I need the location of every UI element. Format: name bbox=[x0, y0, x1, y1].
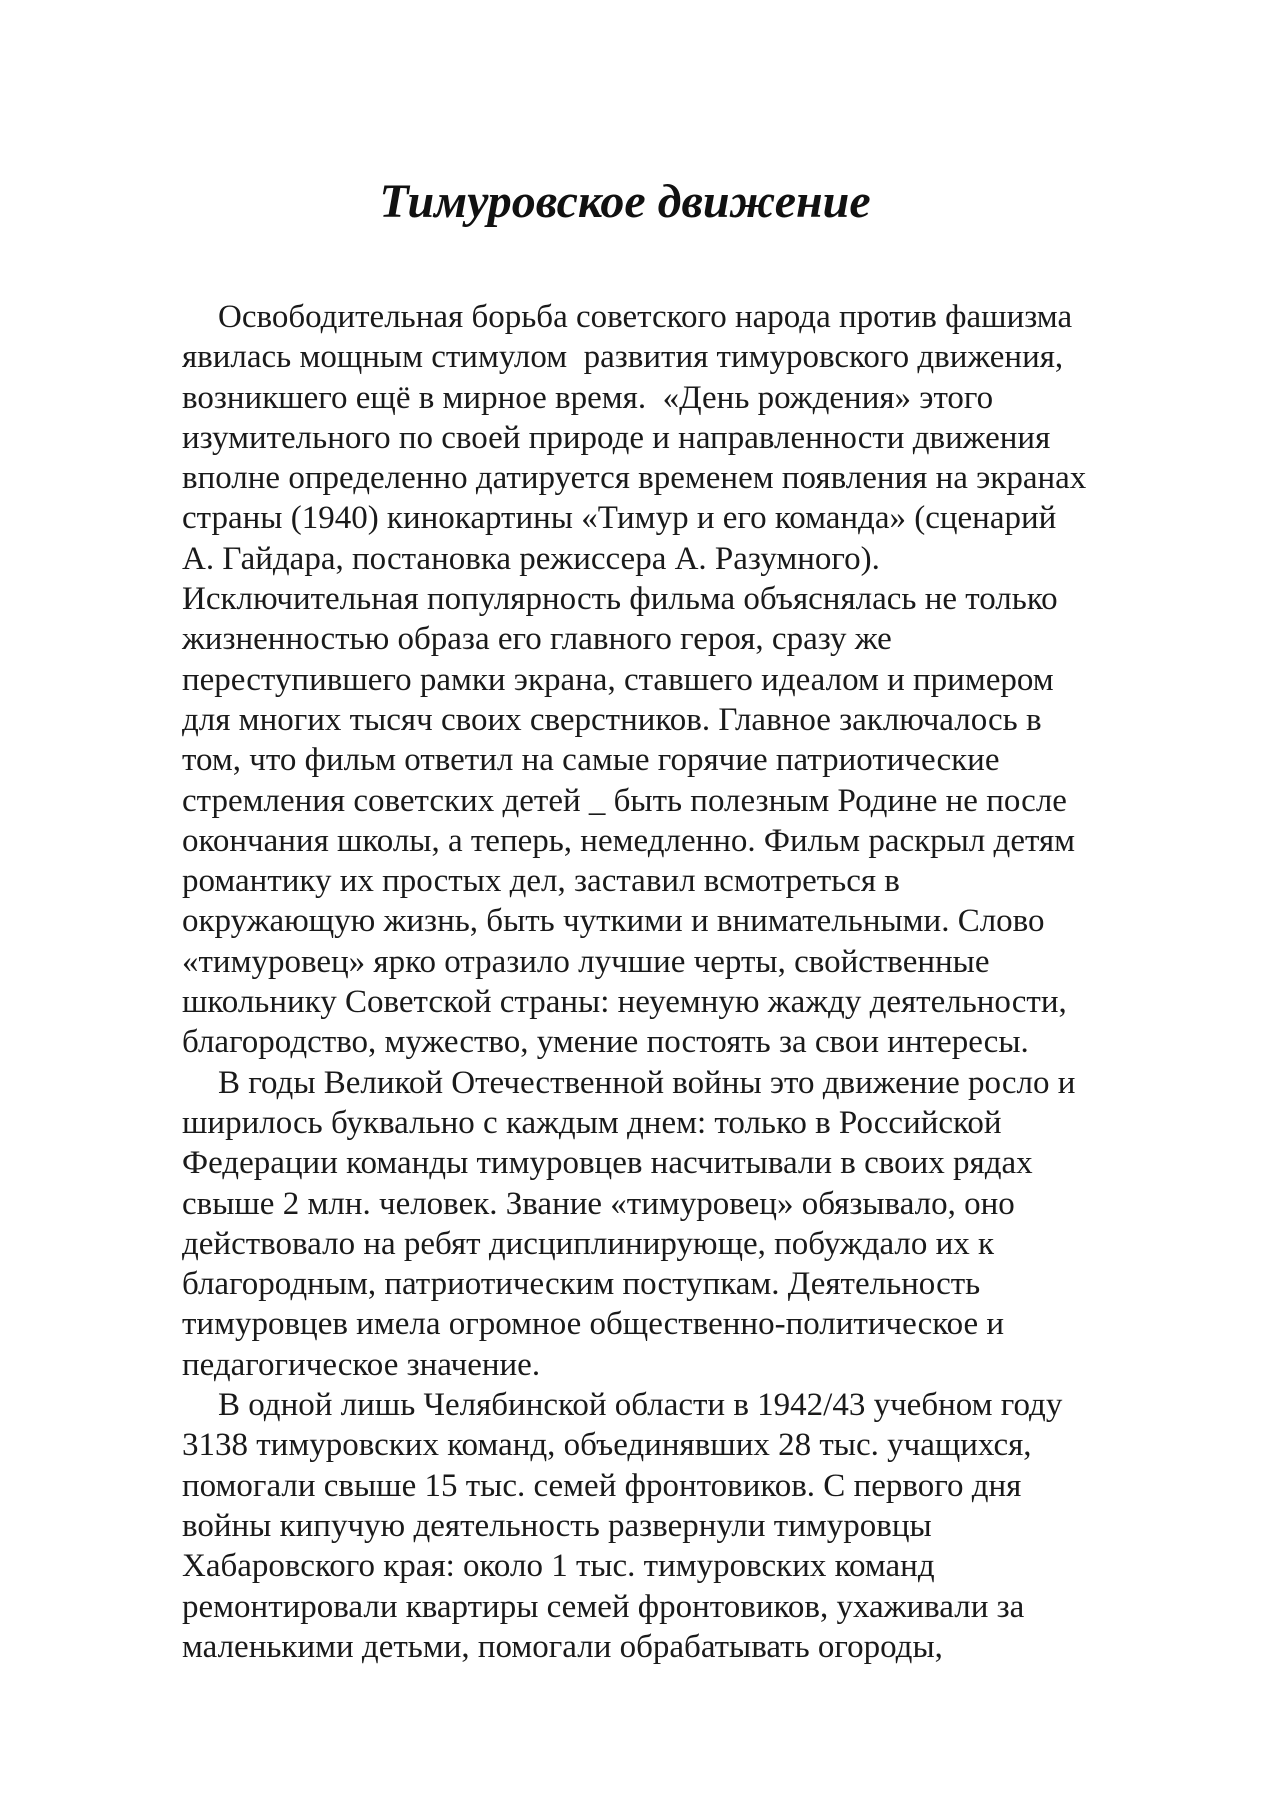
text-line: школьнику Советской страны: неуемную жажду деятельности, bbox=[182, 984, 1067, 1021]
text-line: благородным, патриотическим поступкам. Деятельность bbox=[182, 1266, 981, 1303]
text-line: Хабаровского края: около 1 тыс. тимуровских команд bbox=[182, 1548, 935, 1585]
text-line: В годы Великой Отечественной войны это движение росло и bbox=[218, 1064, 1076, 1101]
text-line: маленькими детьми, помогали обрабатывать огороды, bbox=[182, 1628, 943, 1665]
text-line: для многих тысяч своих сверстников. Главное заключалось в bbox=[182, 701, 1042, 738]
text-line: жизненностью образа его главного героя, сразу же bbox=[182, 621, 892, 658]
text-line: свыше 2 млн. человек. Звание «тимуровец» обязывало, оно bbox=[182, 1185, 1015, 1222]
text-line: педагогическое значение. bbox=[182, 1346, 541, 1383]
text-line: Исключительная популярность фильма объяснялась не только bbox=[182, 581, 1058, 618]
text-line: окружающую жизнь, быть чуткими и внимательными. Слово bbox=[182, 903, 1045, 940]
text-line: тимуровцев имела огромное общественно-политическое и bbox=[182, 1306, 1005, 1343]
text-line: благородство, мужество, умение постоять за свои интересы. bbox=[182, 1024, 1029, 1061]
text-line: помогали свыше 15 тыс. семей фронтовиков. С первого дня bbox=[182, 1467, 1022, 1504]
text-line: явилась мощным стимулом развития тимуровского движения, bbox=[182, 339, 1064, 376]
text-line: А. Гайдара, постановка режиссера А. Разумного). bbox=[182, 540, 880, 577]
text-line: войны кипучую деятельность развернули тимуровцы bbox=[182, 1507, 932, 1544]
text-line: действовало на ребят дисциплинирующе, побуждало их к bbox=[182, 1225, 995, 1262]
text-line: том, что фильм ответил на самые горячие патриотические bbox=[182, 742, 1000, 779]
text-line: романтику их простых дел, заставил всмотреться в bbox=[182, 863, 900, 900]
text-line: окончания школы, а теперь, немедленно. Фильм раскрыл детям bbox=[182, 822, 1076, 859]
text-line: ремонтировали квартиры семей фронтовиков, ухаживали за bbox=[182, 1588, 1025, 1625]
document-title: Тимуровское движение bbox=[379, 175, 871, 228]
text-line: вполне определенно датируется временем появления на экранах bbox=[182, 460, 1087, 497]
text-line: Освободительная борьба советского народа против фашизма bbox=[218, 299, 1073, 335]
text-line: ширилось буквально с каждым днем: только в Российской bbox=[182, 1104, 1002, 1141]
text-line: возникшего ещё в мирное время. «День рождения» этого bbox=[182, 379, 994, 416]
text-line: 3138 тимуровских команд, объединявших 28 тыс. учащихся, bbox=[182, 1427, 1032, 1464]
text-line: страны (1940) кинокартины «Тимур и его команда» (сценарий bbox=[182, 500, 1057, 537]
text-line: изумительного по своей природе и направленности движения bbox=[182, 419, 1051, 456]
text-line: В одной лишь Челябинской области в 1942/43 учебном году bbox=[218, 1387, 1063, 1424]
text-line: стремления советских детей _ быть полезным Родине не после bbox=[182, 782, 1067, 819]
text-line: «тимуровец» ярко отразило лучшие черты, свойственные bbox=[182, 943, 990, 980]
text-line: Федерации команды тимуровцев насчитывали в своих рядах bbox=[182, 1145, 1033, 1182]
document-body bbox=[182, 297, 1202, 1667]
text-line: переступившего рамки экрана, ставшего идеалом и примером bbox=[182, 661, 1054, 698]
